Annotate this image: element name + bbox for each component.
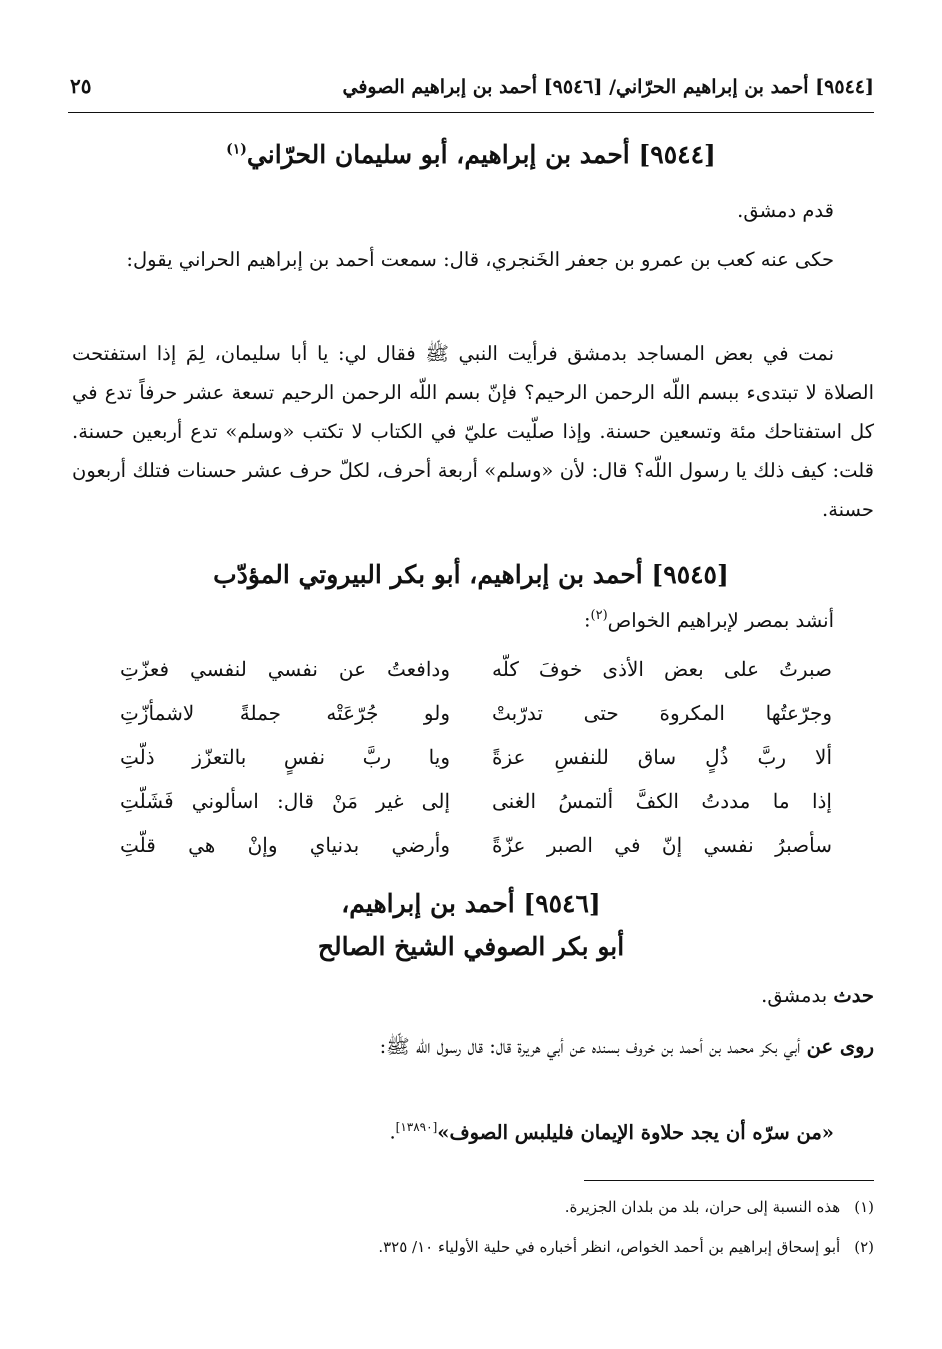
header-rule [68,112,874,113]
entry-9546-para-keyword: روى عن [806,1035,874,1058]
footnote [565,1198,874,1216]
page-number: ٢٥ [70,74,92,98]
verse-second-hemistich: وأرضي بدنياي وإنْ هي قلّتِ [120,833,450,857]
footnote-rule [584,1180,874,1181]
verse-second-hemistich: ويا ربَّ نفسٍ بالتعزّز ذلّتِ [120,745,450,769]
entry-9546-para-text: أبي بكر محمد بن أحمد بن خروف بسنده عن أبي هريرة قال: قال رسول اللّه ﷺ: [379,1035,801,1058]
entry-9545-heading: [٩٥٤٥] أحمد بن إبراهيم، أبو بكر البيروتي المؤدّب [213,560,729,589]
verse-first-hemistich: ألا ربَّ ذُلٍ ساق للنفسِ عزةً [492,745,832,769]
footnote-text: هذه النسبة إلى حران، بلد من بلدان الجزيرة. [564,1198,841,1216]
entry-9546-line1 [761,984,874,1007]
hadith-reference: [١٣٨٩٠] [395,1120,438,1134]
entry-9545-intro-text: أنشد بمصر لإبراهيم الخواص [607,608,834,632]
verse-second-hemistich: ودافعتُ عن نفسي لنفسي فعزّتِ [120,657,450,681]
entry-9544-heading-text: [٩٥٤٤] أحمد بن إبراهيم، أبو سليمان الحرّاني [246,140,716,169]
hadith-text: «من سرّه أن يجد حلاوة الإيمان فليلبس الصوف» [437,1120,834,1144]
verse-row [120,833,832,877]
running-title: [٩٥٤٤] أحمد بن إبراهيم الحرّاني/ [٩٥٤٦] أحمد بن إبراهيم الصوفي [342,76,874,98]
entry-9544-line1-text: قدم دمشق. [737,199,834,222]
verse-first-hemistich: صبرتُ على بعض الأذى خوفَ كلّه [492,657,832,681]
verse-second-hemistich: إلى غير مَنْ قال: اسألوني فَشَلّتِ [120,789,450,813]
hadith-line [389,1120,874,1144]
footnote-marker-1: (١) [226,141,247,158]
footnote [378,1238,874,1256]
footnote-marker-2: (٢) [590,608,608,623]
entry-9544-heading [60,140,882,169]
verse-first-hemistich: سأصبرُ نفسي إنّ في الصبر عزّةً [492,833,832,857]
verse-first-hemistich: وجرّعتُها المكروهَ حتى تدرّبتْ [492,701,832,725]
entry-9546-line1-keyword: حدث [833,984,874,1007]
entry-9545-intro [584,608,874,632]
entry-9546-para [72,1027,874,1066]
entry-9545-intro-colon: : [583,608,591,632]
entry-9546-line1-text: بدمشق. [761,984,828,1007]
verse-row [120,745,832,789]
verse-first-hemistich: إذا ما مددتُ الكفَّ ألتمسُ الغنى [492,789,832,813]
footnote-number: (٢) [854,1238,874,1256]
entry-9546-heading-line1: [٩٥٤٦] أحمد بن إبراهيم، [341,889,601,918]
footnote-number: (١) [854,1198,874,1216]
verse-second-hemistich: ولو جُرّعَتْه جملةً لاشمأزّتِ [120,701,450,725]
verse-row [120,701,832,745]
entry-9544-line1 [737,199,874,222]
entry-9546-heading-line2: أبو بكر الصوفي الشيخ الصالح [317,932,625,961]
hadith-period: . [389,1120,396,1144]
footnote-text: أبو إسحاق إبراهيم بن أحمد الخواص، انظر أخباره في حلية الأولياء ١٠/ ٣٢٥. [378,1238,841,1256]
entry-9544-para2: نمت في بعض المساجد بدمشق فرأيت النبي ﷺ فقال لي: يا أبا سليمان، لِمَ إذا استفتحت الصلاة لا تبتدىء ببسم اللّه الرحمن الرحيم؟ فإنّ بسم اللّه الرحمن الرحيم تسعة عشر حرفاً تدع في كل استفتاحك مئة وتسعين حسنة. وإذا صلّيت عليّ في الكتاب لا تكتب «وسلم» تدع أربعين حسنة. قلت: كيف ذلك يا رسول اللّه؟ قال: لأن «وسلم» أربعة أحرف، لكلّ حرف عشر حسنات فتلك أربعون حسنة. [72,342,874,521]
verse-row [120,657,832,701]
verse-row [120,789,832,833]
entry-9544-para1: حكى عنه كعب بن عمرو بن جعفر الخَنجري، قال: سمعت أحمد بن إبراهيم الحراني يقول: [126,248,834,271]
